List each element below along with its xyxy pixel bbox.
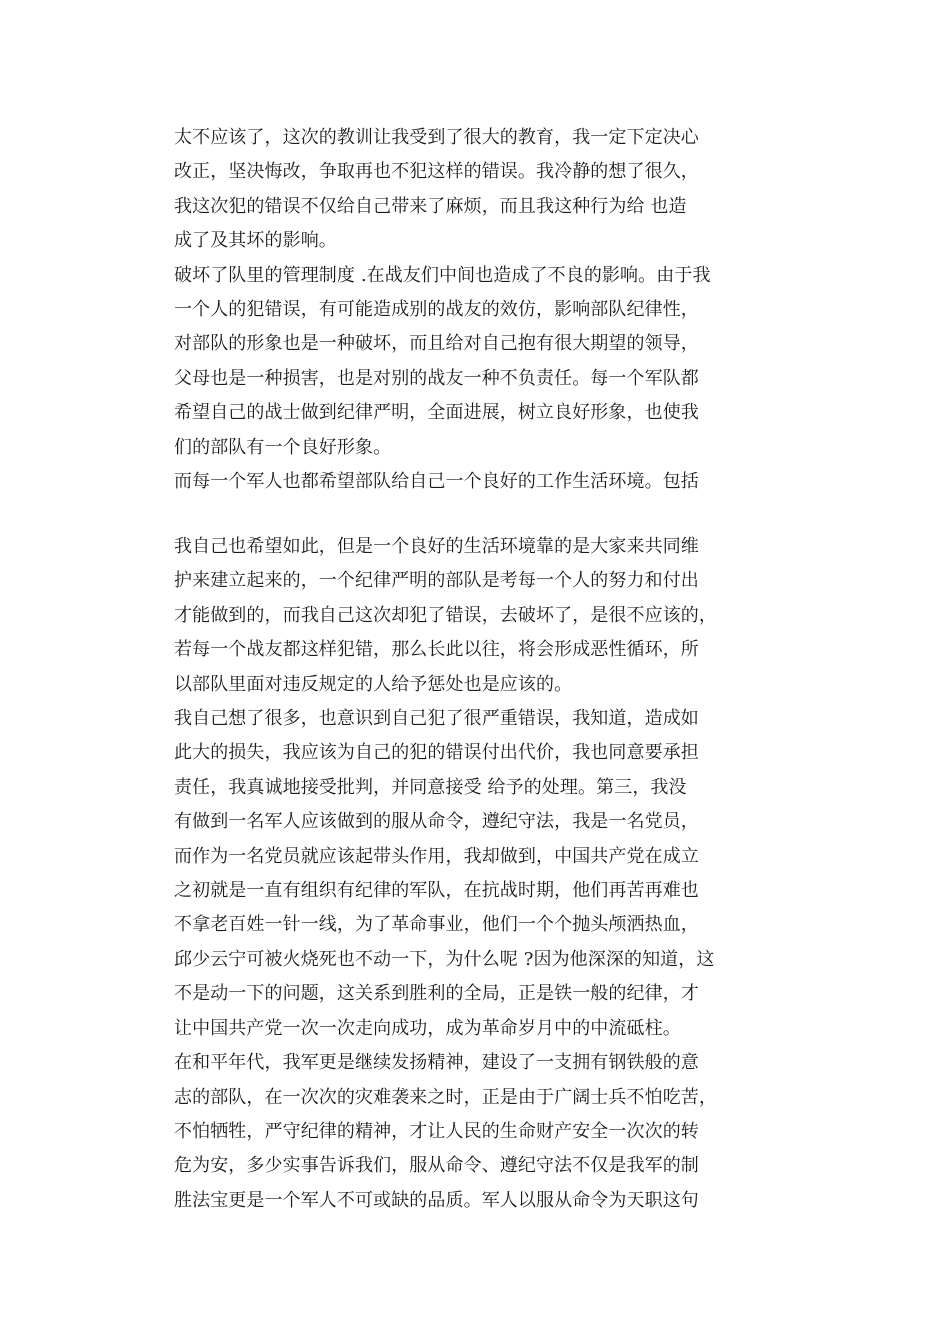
- text-line: 有做到一名军人应该做到的服从命令，遵纪守法，我是一名党员，: [174, 811, 699, 833]
- text-line: 邱少云宁可被火烧死也不动一下，为什么呢 ?因为他深深的知道，这: [174, 948, 715, 970]
- text-line: 不拿老百姓一针一线，为了革命事业，他们一个个抛头颅洒热血，: [174, 914, 699, 936]
- text-line: 对部队的形象也是一种破坏，而且给对自己抱有很大期望的领导，: [174, 333, 699, 355]
- text-line: 太不应该了，这次的教训让我受到了很大的教育，我一定下定决心: [174, 127, 699, 148]
- text-line: 希望自己的战士做到纪律严明，全面进展，树立良好形象，也使我: [174, 402, 699, 424]
- text-line: 以部队里面对违反规定的人给予惩处也是应该的。: [174, 673, 573, 695]
- text-line: 成了及其坏的影响。: [174, 230, 337, 252]
- text-line: 我自己也希望如此，但是一个良好的生活环境靠的是大家来共同维: [174, 536, 699, 557]
- text-block-1: [174, 121, 774, 499]
- text-line: 不是动一下的问题，这关系到胜利的全局，正是铁一般的纪律，才: [174, 983, 699, 1005]
- text-line: 志的部队，在一次次的灾难袭来之时，正是由于广阔士兵不怕吃苦，: [174, 1086, 717, 1108]
- text-line: 而作为一名党员就应该起带头作用，我却做到，中国共产党在成立: [174, 845, 699, 867]
- text-line: 才能做到的，而我自己这次却犯了错误，去破坏了，是很不应该的，: [174, 604, 717, 626]
- text-line: 护来建立起来的，一个纪律严明的部队是考每一个人的努力和付出: [174, 570, 699, 592]
- text-line: 危为安，多少实事告诉我们，服从命令、遵纪守法不仅是我军的制: [174, 1155, 699, 1177]
- text-block-2: [174, 530, 774, 1218]
- text-line: 此大的损失，我应该为自己的犯的错误付出代价，我也同意要承担: [174, 742, 699, 764]
- text-line: 一个人的犯错误，有可能造成别的战友的效仿，影响部队纪律性，: [174, 299, 699, 321]
- text-line: 我自己想了很多，也意识到自己犯了很严重错误，我知道，造成如: [174, 708, 699, 730]
- text-line: 破坏了队里的管理制度 .在战友们中间也造成了不良的影响。由于我: [174, 264, 711, 286]
- text-line: 不怕牺牲，严守纪律的精神，才让人民的生命财产安全一次次的转: [174, 1120, 699, 1142]
- text-line: 我这次犯的错误不仅给自己带来了麻烦，而且我这种行为给 也造: [174, 195, 687, 217]
- text-line: 胜法宝更是一个军人不可或缺的品质。军人以服从命令为天职这句: [174, 1189, 699, 1211]
- text-line: 们的部队有一个良好形象。: [174, 436, 392, 458]
- text-line: 之初就是一直有组织有纪律的军队，在抗战时期，他们再苦再难也: [174, 880, 699, 902]
- text-line: 责任，我真诚地接受批判，并同意接受 给予的处理。第三，我没: [174, 776, 687, 798]
- text-line: 改正，坚决悔改，争取再也不犯这样的错误。我冷静的想了很久，: [174, 161, 699, 183]
- text-line: 让中国共产党一次一次走向成功，成为革命岁月中的中流砥柱。: [174, 1017, 681, 1039]
- text-line: 在和平年代，我军更是继续发扬精神，建设了一支拥有钢铁般的意: [174, 1052, 699, 1074]
- text-line: 父母也是一种损害，也是对别的战友一种不负责任。每一个军队都: [174, 367, 699, 389]
- text-line: 而每一个军人也都希望部队给自己一个良好的工作生活环境。包括: [174, 471, 699, 493]
- text-line: 若每一个战友都这样犯错，那么长此以往，将会形成恶性循环，所: [174, 639, 699, 661]
